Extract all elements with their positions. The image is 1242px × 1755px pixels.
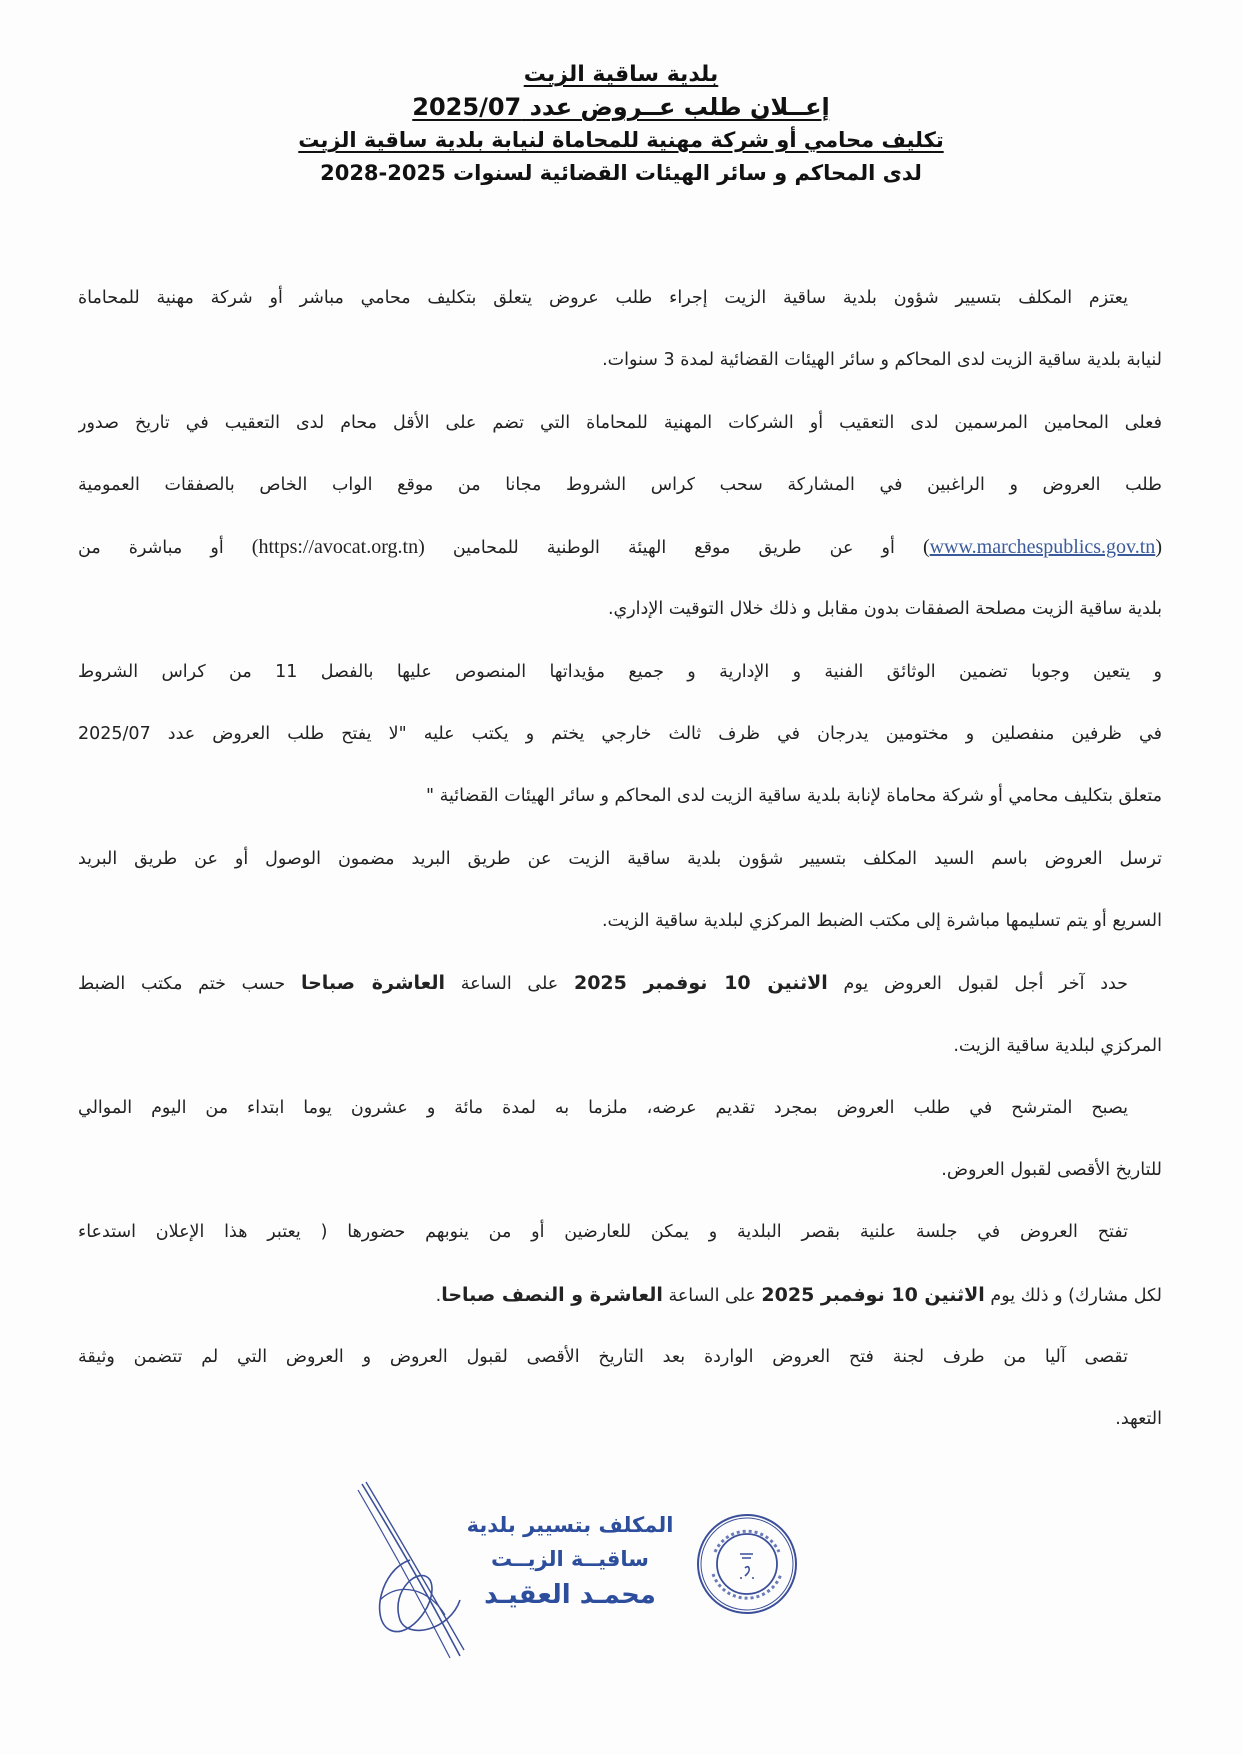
signatory-block	[450, 1508, 690, 1614]
announcement-number: إعــلان طلب عــروض عدد 2025/07	[412, 93, 830, 121]
deadline-time: العاشرة صباحا	[300, 972, 446, 995]
signature-block	[350, 1480, 810, 1660]
subject-line-1	[200, 124, 1042, 157]
paragraph-8-line-2: التعهد.	[1115, 1409, 1162, 1430]
paragraph-2-line-3-end: أو مباشرة من	[78, 538, 224, 559]
marchespublics-link[interactable]: www.marchespublics.gov.tn	[929, 536, 1156, 559]
avocat-url: https://avocat.org.tn	[258, 536, 419, 559]
opening-text-e: .	[435, 1285, 442, 1306]
opening-text-a: لكل مشارك) و ذلك يوم	[990, 1285, 1162, 1306]
opening-date: الاثنين 10 نوفمبر 2025	[761, 1283, 985, 1306]
link-paren-open: (	[922, 536, 930, 559]
subject-line-2	[200, 157, 1042, 190]
paragraph-2-line-4: بلدية ساقية الزيت مصلحة الصفقات بدون مقابل و ذلك خلال التوقيت الإداري.	[607, 599, 1162, 620]
avocat-url-open: (	[251, 536, 259, 559]
paragraph-4-line-2: السريع أو يتم تسليمها مباشرة إلى مكتب الضبط المركزي لبلدية ساقية الزيت.	[601, 910, 1162, 931]
municipality-title	[200, 58, 1042, 91]
document-header	[200, 58, 1042, 190]
avocat-url-close: )	[418, 536, 425, 559]
municipality-name: بلدية ساقية الزيت	[523, 62, 719, 87]
paragraph-6-line-2: للتاريخ الأقصى لقبول العروض.	[941, 1160, 1162, 1181]
paragraph-5-line-1	[78, 961, 1162, 1023]
paragraph-3-line-1: و يتعين وجوبا تضمين الوثائق الفنية و الإدارية و جميع مؤيداتها المنصوص عليها بالفصل 11 من كراس الشروط	[78, 661, 1162, 682]
paragraph-7-line-2	[78, 1273, 1162, 1335]
deadline-text-a: حدد آخر أجل لقبول العروض يوم	[843, 974, 1128, 995]
paragraph-1-line-2: لنيابة بلدية ساقية الزيت لدى المحاكم و سائر الهيئات القضائية لمدة 3 سنوات.	[602, 350, 1162, 371]
signatory-title-1: المكلف بتسيير بلدية	[466, 1513, 674, 1537]
paragraph-5-line-2: المركزي لبلدية ساقية الزيت.	[953, 1035, 1162, 1056]
subject-text-2: لدى المحاكم و سائر الهيئات القضائية لسنوات 2025-2028	[320, 161, 922, 185]
paragraph-4-line-1: ترسل العروض باسم السيد المكلف بتسيير شؤون بلدية ساقية الزيت عن طريق البريد مضمون الوصول أو عن طريق البريد	[78, 848, 1162, 869]
paragraph-2-line-1: فعلى المحامين المرسمين لدى التعقيب أو الشركات المهنية للمحاماة التي تضم على الأقل محام لدى التعقيب في تاريخ صدور	[78, 412, 1162, 433]
paragraph-2-line-2: طلب العروض و الراغبين في المشاركة سحب كراس الشروط مجانا من موقع الواب الخاص بالصفقات العمومية	[78, 474, 1162, 495]
paragraph-1-line-1: يعتزم المكلف بتسيير شؤون بلدية ساقية الزيت إجراء طلب عروض يتعلق بتكليف محامي مباشر أو شركة مهنية للمحاماة	[78, 288, 1128, 308]
deadline-date: الاثنين 10 نوفمبر 2025	[573, 972, 828, 995]
signatory-title-2: ساقيــة الزيــت	[491, 1547, 649, 1571]
paragraph-2-line-3	[78, 525, 1162, 587]
opening-time: العاشرة و النصف صباحا	[441, 1283, 663, 1306]
paragraph-8-line-1: تقصى آليا من طرف لجنة فتح العروض الواردة بعد التاريخ الأقصى لقبول العروض و العروض التي لم تتضمن وثيقة	[78, 1347, 1128, 1368]
paragraph-7-line-1: تفتح العروض في جلسة علنية بقصر البلدية و يمكن للعارضين أو من ينوبهم حضورها ( يعتبر هذا الإعلان استدعاء	[78, 1222, 1128, 1243]
paragraph-3-line-2: في ظرفين منفصلين و مختومين يدرجان في ظرف ثالث خارجي يختم و يكتب عليه "لا يفتح طلب العروض عدد 2025/07	[78, 724, 1162, 745]
paragraph-2-line-3-mid: أو عن طريق موقع الهيئة الوطنية للمحامين	[452, 538, 895, 559]
official-stamp	[695, 1512, 799, 1616]
link-paren-close: )	[1155, 536, 1162, 559]
announcement-title	[200, 91, 1042, 124]
deadline-text-c: على الساعة	[460, 974, 559, 995]
signatory-name: محمـد العقيـد	[484, 1580, 656, 1610]
deadline-text-e: حسب ختم مكتب الضبط	[78, 974, 286, 995]
opening-text-c: على الساعة	[668, 1285, 756, 1306]
paragraph-3-line-3: متعلق بتكليف محامي أو شركة محاماة لإنابة بلدية ساقية الزيت لدى المحاكم و سائر الهيئات القضائية "	[425, 786, 1162, 807]
subject-text-1: تكليف محامي أو شركة مهنية للمحاماة لنيابة بلدية ساقية الزيت	[298, 128, 944, 152]
paragraph-6-line-1: يصبح المترشح في طلب العروض بمجرد تقديم عرضه، ملزما به لمدة مائة و عشرون يوما ابتداء من اليوم الموالي	[78, 1097, 1128, 1118]
document-body	[78, 276, 1162, 1460]
